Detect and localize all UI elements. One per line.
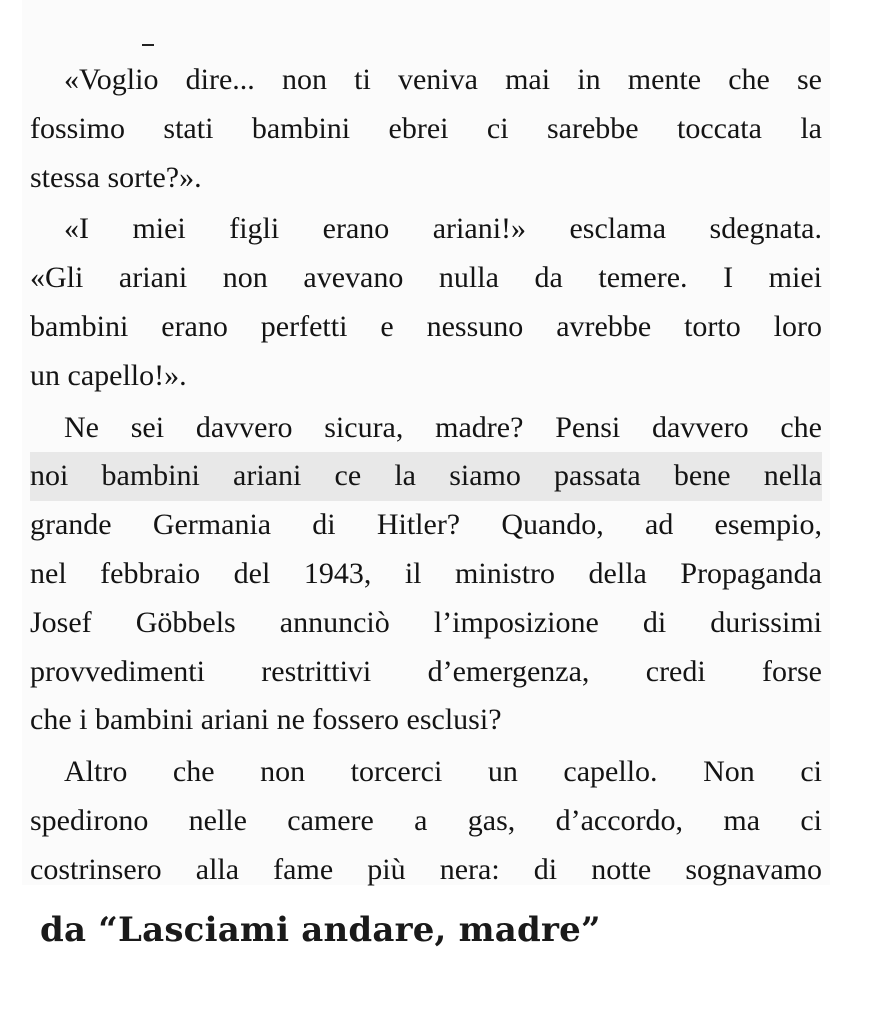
text-line-highlighted: noi bambini ariani ce la siamo passata bene nella <box>30 452 822 501</box>
text-line: «Gli ariani non avevano nulla da temere. I miei <box>30 261 822 295</box>
text-line: provvedimenti restrittivi d’emergenza, credi forse <box>30 654 822 688</box>
text-line: Ne sei davvero sicura, madre? Pensi davvero che <box>64 410 822 444</box>
page-top-mark <box>142 44 154 46</box>
text-line: fossimo stati bambini ebrei ci sarebbe toccata la <box>30 111 822 145</box>
paragraph-1 <box>30 56 822 202</box>
text-line: stessa sorte?». <box>30 160 202 194</box>
book-text <box>30 56 822 898</box>
text-line: che i bambini ariani ne fossero esclusi? <box>30 703 502 737</box>
text-line: bambini erano perfetti e nessuno avrebbe torto loro <box>30 309 822 343</box>
text-line: Josef Göbbels annunciò l’imposizione di durissimi <box>30 605 822 639</box>
text-line: grande Germania di Hitler? Quando, ad esempio, <box>30 508 822 542</box>
paragraph-3 <box>30 404 822 746</box>
text-line: Altro che non torcerci un capello. Non ci <box>64 755 822 789</box>
text-line: «Voglio dire... non ti veniva mai in mente che se <box>64 63 822 96</box>
text-line: costrinsero alla fame più nera: di notte sognavamo <box>30 852 822 886</box>
text-line: nel febbraio del 1943, il ministro della Propaganda <box>30 556 822 590</box>
text-line: «I miei figli erano ariani!» esclama sdegnata. <box>64 212 822 246</box>
text-line: un capello!». <box>30 358 187 392</box>
book-title-caption: da “Lasciami andare, madre” <box>40 910 601 950</box>
paragraph-2 <box>30 205 822 400</box>
paragraph-4 <box>30 748 822 894</box>
text-line: spedirono nelle camere a gas, d’accordo, ma ci <box>30 803 822 837</box>
